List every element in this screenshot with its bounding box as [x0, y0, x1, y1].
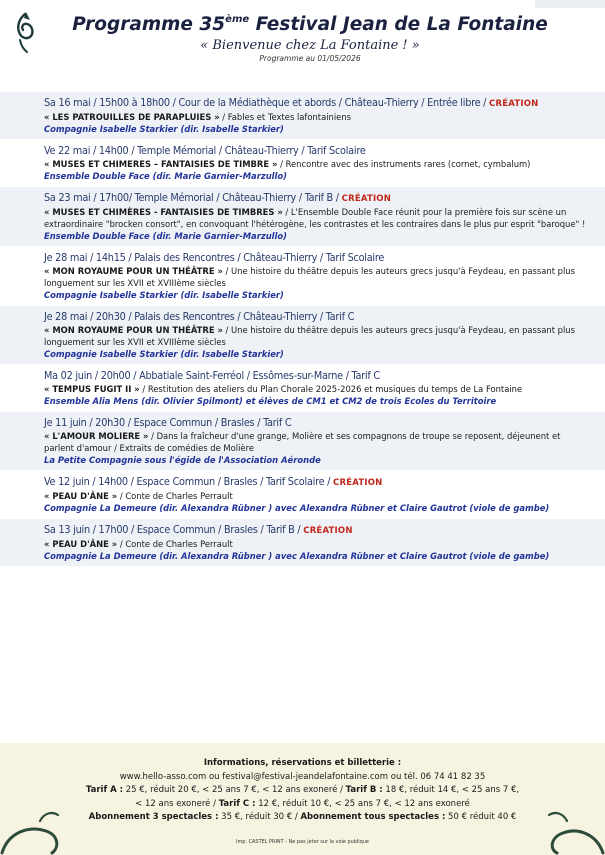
event-description: « LES PATROUILLES DE PARAPLUIES » / Fables et Textes lafontainiens — [44, 112, 352, 122]
event-description: « MUSES ET CHIMÈRES - FANTAISIES DE TIMBRES » / L'Ensemble Double Face réunit pour la première fois sur scène un extraordinaire "brocken consort", en convoquant l'hétérogène, les contrastes et les contraires dans le plus pur esprit "baroque" ! — [44, 207, 586, 229]
event-heading: Sa 23 mai / 17h00/ Temple Mémorial / Château-Thierry / Tarif B / CRÉATION — [44, 191, 392, 204]
event-item — [0, 365, 605, 412]
event-description: « MON ROYAUME POUR UN THÉÂTRE » / Une histoire du théâtre depuis les auteurs grecs jusqu'à Feydeau, en passant plus longuement sur les XVII et XVIIIème siècles — [44, 266, 575, 288]
event-item — [0, 187, 605, 247]
creation-badge: CRÉATION — [341, 194, 392, 204]
event-item — [0, 247, 605, 306]
printer-note: Imp. CASTEL PRINT - Ne pas jeter sur la voie publique — [236, 839, 369, 845]
event-company: Compagnie Isabelle Starkier (dir. Isabelle Starkier) — [44, 124, 284, 134]
event-item — [0, 140, 605, 187]
subscription-line: Abonnement 3 spectacles : 35 €, réduit 30 € / Abonnement tous spectacles : 50 € réduit 40 € — [88, 812, 517, 823]
event-company: Compagnie Isabelle Starkier (dir. Isabelle Starkier) — [44, 349, 284, 359]
event-heading: Je 28 mai / 20h30 / Palais des Rencontres / Château-Thierry / Tarif C — [44, 310, 355, 323]
tarif-line: Tarif A : 25 €, réduit 20 €, < 25 ans 7 €, < 12 ans exoneré / Tarif B : 18 €, réduit 14 €, < 25 ans 7 €, — [85, 785, 520, 796]
event-heading: Ve 12 juin / 14h00 / Espace Commun / Brasles / Tarif Scolaire / CRÉATION — [44, 475, 383, 488]
event-company: Ensemble Double Face (dir. Marie Garnier-Marzullo) — [44, 171, 287, 181]
corner-decoration — [535, 0, 605, 8]
info-title: Informations, réservations et billetterie : — [203, 758, 402, 768]
creation-badge: CRÉATION — [333, 478, 383, 488]
info-footer — [0, 743, 605, 855]
event-company: Compagnie Isabelle Starkier (dir. Isabelle Starkier) — [44, 290, 284, 300]
event-description: « L'AMOUR MOLIERE » / Dans la fraîcheur d'une grange, Molière et ses compagnons de troupe se reposent, déjeunent et parlent d'amour / Extraits de comédies de Molière — [44, 431, 561, 453]
event-item — [0, 306, 605, 365]
event-company: Compagnie La Demeure (dir. Alexandra Rübner ) avec Alexandra Rübner et Claire Gautrot (viole de gambe) — [44, 503, 550, 513]
event-description: « PEAU D'ÂNE » / Conte de Charles Perrault — [44, 539, 233, 549]
page-title: Programme 35ème Festival Jean de La Fontaine — [72, 14, 548, 35]
event-company: Compagnie La Demeure (dir. Alexandra Rübner ) avec Alexandra Rübner et Claire Gautrot (viole de gambe) — [44, 551, 550, 561]
creation-badge: CRÉATION — [303, 526, 353, 536]
event-heading: Je 11 juin / 20h30 / Espace Commun / Brasles / Tarif C — [44, 416, 292, 429]
tarif-line-2: < 12 ans exoneré / Tarif C : 12 €, réduit 10 €, < 25 ans 7 €, < 12 ans exoneré — [135, 798, 470, 809]
event-item — [0, 92, 605, 140]
event-heading: Je 28 mai / 14h15 / Palais des Rencontres / Château-Thierry / Tarif Scolaire — [44, 251, 385, 264]
event-description: « MUSES ET CHIMERES – FANTAISIES DE TIMBRE » / Rencontre avec des instruments rares (cornet, cymbalum) — [44, 159, 531, 169]
creation-badge: CRÉATION — [489, 99, 539, 109]
event-company: La Petite Compagnie sous l'égide de l'Association Aéronde — [44, 455, 321, 465]
event-description: « TEMPUS FUGIT II » / Restitution des ateliers du Plan Chorale 2025-2026 et musiques du temps de La Fontaine — [44, 384, 523, 394]
event-item — [0, 519, 605, 567]
booking-info — [50, 757, 555, 825]
event-description: « MON ROYAUME POUR UN THÉÂTRE » / Une histoire du théâtre depuis les auteurs grecs jusqu'à Feydeau, en passant plus longuement sur les XVII et XVIIIème siècles — [44, 325, 575, 347]
event-heading: Ma 02 juin / 20h00 / Abbatiale Saint-Ferréol / Essômes-sur-Marne / Tarif C — [44, 369, 380, 382]
event-company: Ensemble Alia Mens (dir. Olivier Spilmont) et élèves de CM1 et CM2 de trois Ecoles du Territoire — [44, 396, 497, 406]
contact-line: www.hello-asso.com ou festival@festival-jeandelafontaine.com ou tél. 06 74 41 82 35 — [119, 771, 486, 782]
swirl-left-icon — [0, 803, 70, 855]
event-item — [0, 412, 605, 471]
event-heading: Sa 16 mai / 15h00 à 18h00 / Cour de la Médiathèque et abords / Château-Thierry / Entrée libre / CRÉATION — [44, 96, 539, 109]
program-date: Programme au 01/05/2026 — [259, 54, 361, 63]
header — [70, 14, 550, 64]
event-item — [0, 471, 605, 519]
event-description: « PEAU D'ÂNE » / Conte de Charles Perrault — [44, 491, 233, 501]
event-heading: Sa 13 juin / 17h00 / Espace Commun / Brasles / Tarif B / CRÉATION — [44, 523, 353, 536]
page-subtitle: « Bienvenue chez La Fontaine ! » — [200, 38, 420, 53]
swirl-right-icon — [535, 805, 605, 855]
event-list — [0, 92, 605, 567]
event-company: Ensemble Double Face (dir. Marie Garnier-Marzullo) — [44, 231, 287, 241]
event-heading: Ve 22 mai / 14h00 / Temple Mémorial / Château-Thierry / Tarif Scolaire — [44, 144, 366, 157]
festival-logo-icon — [12, 10, 38, 54]
